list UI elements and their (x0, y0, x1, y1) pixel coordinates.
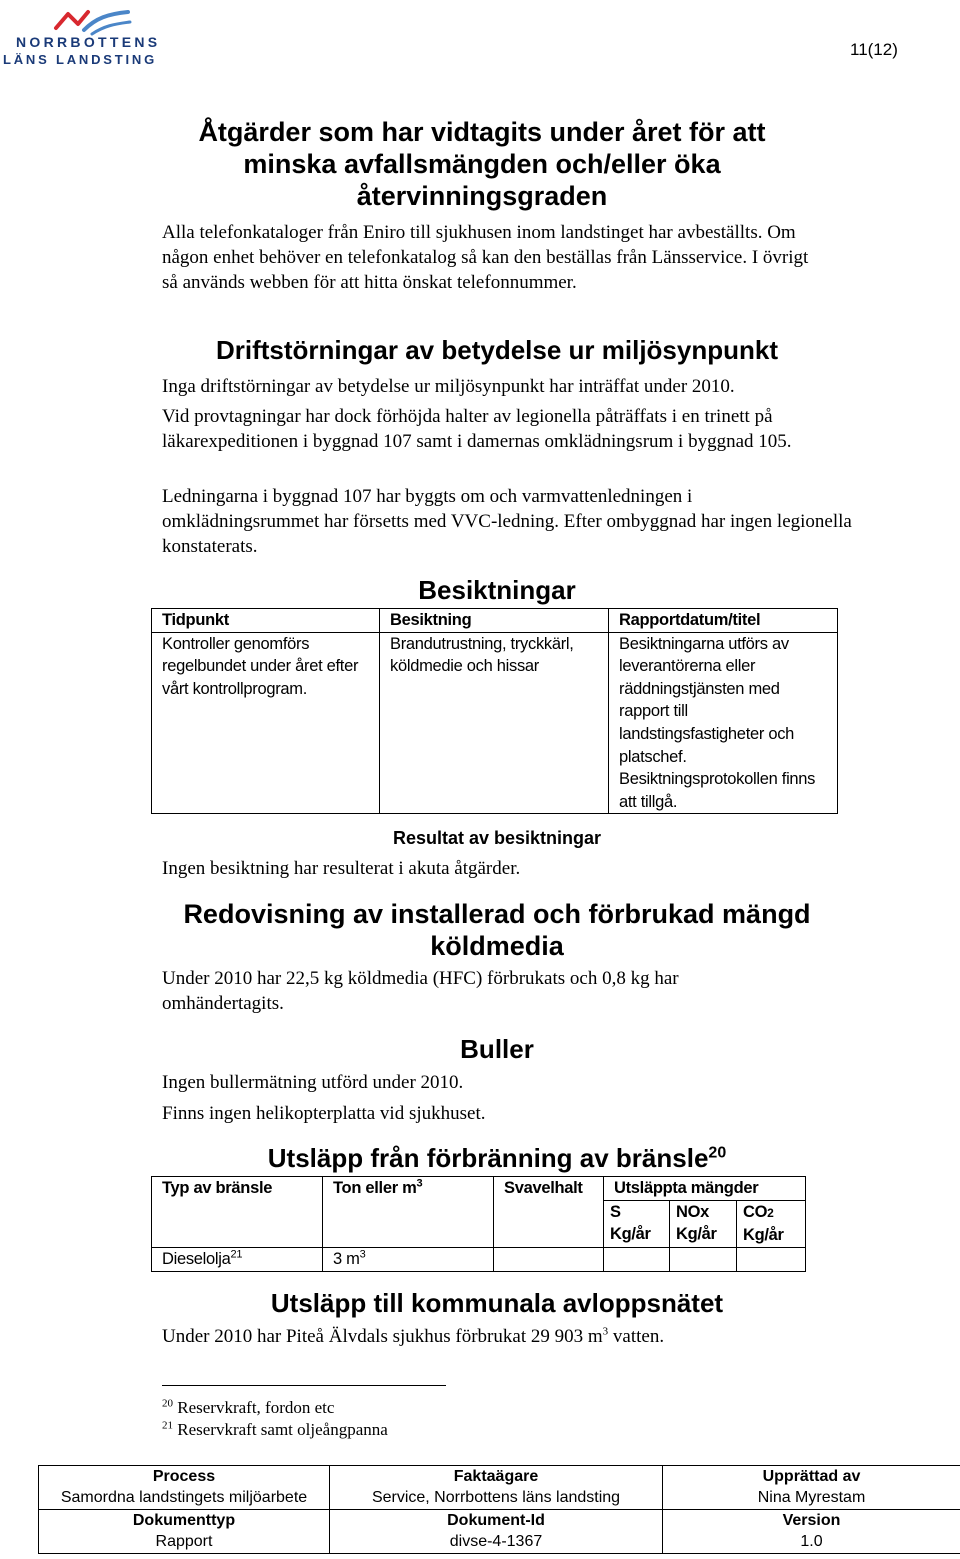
footer-value: Rapport (155, 1533, 213, 1550)
col-sulfur: Svavelhalt (494, 1177, 604, 1201)
amount-value: 3 m (333, 1249, 360, 1268)
col-s-label: S (610, 1202, 621, 1221)
table-header-cell: Besiktning (380, 609, 609, 633)
sewage-sup: 3 (602, 1325, 609, 1338)
paragraph-refrigerant: Under 2010 har 22,5 kg köldmedia (HFC) förbrukats och 0,8 kg har omhändertagits. (162, 968, 679, 1014)
col-fuel-type: Typ av bränsle (152, 1177, 323, 1201)
heading-fuel-emissions-text: Utsläpp från förbränning av bränsle (267, 1143, 709, 1173)
table-cell (323, 1200, 494, 1247)
footer-doctype (39, 1510, 330, 1554)
col-co2-unit: Kg/år (743, 1226, 784, 1245)
table-header-row (152, 609, 838, 633)
footnote-number: 20 (162, 1397, 173, 1410)
footer-label: Upprättad av (762, 1468, 861, 1485)
footnote-ref-21: 21 (230, 1248, 243, 1261)
table-cell (604, 1247, 670, 1271)
footer-version (663, 1510, 960, 1554)
footer-docid (330, 1510, 663, 1554)
document-footer (38, 1465, 960, 1554)
paragraph-inspection-results: Ingen besiktning har resulterat i akuta åtgärder. (162, 858, 521, 879)
paragraph-sewage (162, 1324, 852, 1349)
footer-value: Samordna landstingets miljöarbete (60, 1489, 308, 1506)
inspections-table (151, 608, 838, 814)
footnote-21 (162, 1419, 388, 1441)
heading-refrigerant: Redovisning av installerad och förbrukad mängd köldmedia (183, 899, 811, 961)
table-subheader-row (152, 1200, 806, 1247)
paragraph-noise-1: Ingen bullermätning utförd under 2010. (162, 1072, 464, 1093)
table-cell (494, 1200, 604, 1247)
footer-owner (330, 1466, 663, 1510)
col-amount (323, 1177, 494, 1201)
footnote-text: Reservkraft samt oljeångpanna (177, 1420, 388, 1439)
table-cell (737, 1247, 806, 1271)
col-amount-sup: 3 (416, 1177, 423, 1190)
col-co2 (737, 1200, 806, 1247)
table-header-row (152, 1177, 806, 1201)
footer-label: Dokument-Id (447, 1512, 545, 1529)
col-amount-label: Ton eller m (333, 1179, 417, 1197)
paragraph-incidents-2: Vid provtagningar har dock förhöjda halter av legionella påträffats i en trinett på läkarexpeditionen i byggnad 107 samt i damernas omklädningsrum i byggnad 105. (162, 406, 792, 452)
table-row (152, 632, 838, 814)
footer-author (663, 1466, 960, 1510)
page-number: 11(12) (850, 40, 898, 59)
footnote-separator (162, 1385, 446, 1386)
col-s-unit: Kg/år (610, 1225, 651, 1244)
heading-fuel-emissions (200, 1142, 794, 1174)
table-header-cell: Tidpunkt (152, 609, 380, 633)
footer-label: Dokumenttyp (132, 1512, 236, 1529)
heading-waste-measures: Åtgärder som har vidtagits under året för att minska avfallsmängden och/eller öka återvinningsgraden (198, 117, 766, 211)
table-row (152, 1247, 806, 1271)
col-nox-unit: Kg/år (676, 1225, 717, 1244)
paragraph-waste: Alla telefonkataloger från Eniro till sjukhusen inom landstinget har avbeställts. Om någon enhet behöver en telefonkatalog så kan den beställas från Länsservice. I övrigt så används webben för att hitta önskat telefonnummer. (162, 222, 809, 293)
table-cell: Kontroller genomförs regelbundet under året efter vårt kontrollprogram. (152, 632, 380, 814)
heading-noise: Buller (460, 1034, 534, 1064)
paragraph-noise-2: Finns ingen helikopterplatta vid sjukhuset. (162, 1103, 486, 1124)
col-emissions: Utsläppta mängder (604, 1177, 806, 1201)
table-cell (152, 1200, 323, 1247)
paragraph-incidents-3: Ledningarna i byggnad 107 har byggts om och varmvattenledningen i omklädningsrummet har försetts med VVC-ledning. Efter ombyggnad har ingen legionella konstaterats. (162, 486, 852, 557)
heading-sewage: Utsläpp till kommunala avloppsnätet (270, 1288, 724, 1318)
footer-process (39, 1466, 330, 1510)
footnote-text: Reservkraft, fordon etc (177, 1398, 335, 1417)
col-nox (670, 1200, 737, 1247)
sewage-text-end: vatten. (608, 1326, 665, 1347)
fuel-emissions-table (151, 1176, 806, 1272)
table-header-cell: Rapportdatum/titel (609, 609, 838, 633)
heading-inspections: Besiktningar (418, 575, 576, 605)
amount-sup: 3 (359, 1248, 366, 1261)
col-s (604, 1200, 670, 1247)
paragraph-incidents-1: Inga driftstörningar av betydelse ur miljösynpunkt har inträffat under 2010. (162, 376, 735, 397)
logo (0, 0, 180, 72)
footnote-ref-20: 20 (708, 1144, 727, 1162)
table-cell (670, 1247, 737, 1271)
logo-text-line1: NORRBOTTENS (16, 34, 161, 50)
col-nox-label: NOx (676, 1202, 710, 1221)
table-cell-amount (323, 1247, 494, 1271)
fuel-name: Dieselolja (162, 1249, 231, 1268)
table-cell-fuel (152, 1247, 323, 1271)
footer-row (39, 1510, 960, 1554)
table-cell (494, 1247, 604, 1271)
sewage-text: Under 2010 har Piteå Älvdals sjukhus förbrukat 29 903 m (162, 1326, 603, 1347)
footer-value: 1.0 (800, 1533, 823, 1550)
logo-mark-icon (52, 4, 132, 36)
footnote-number: 21 (162, 1419, 173, 1432)
heading-incidents: Driftstörningar av betydelse ur miljösynpunkt (216, 335, 778, 365)
heading-inspection-results: Resultat av besiktningar (392, 828, 602, 848)
footnote-20 (162, 1397, 334, 1419)
footer-value: Service, Norrbottens läns landsting (371, 1489, 621, 1506)
col-co2-label: CO (743, 1202, 768, 1221)
footer-label: Process (152, 1468, 216, 1485)
footer-value: Nina Myrestam (757, 1489, 866, 1506)
footer-label: Version (782, 1512, 841, 1529)
table-cell: Besiktningarna utförs av leverantörerna eller räddningstjänsten med rapport till landstingsfastigheter och platschef. Besiktningsprotokollen finns att tillgå. (609, 632, 838, 814)
col-co2-subscript: 2 (767, 1205, 774, 1220)
logo-text-line2: LÄNS LANDSTING (3, 52, 158, 67)
footer-value: divse-4-1367 (449, 1533, 543, 1550)
table-cell: Brandutrustning, tryckkärl, köldmedie och hissar (380, 632, 609, 814)
footer-row (39, 1466, 960, 1510)
footer-label: Faktaägare (453, 1468, 539, 1485)
